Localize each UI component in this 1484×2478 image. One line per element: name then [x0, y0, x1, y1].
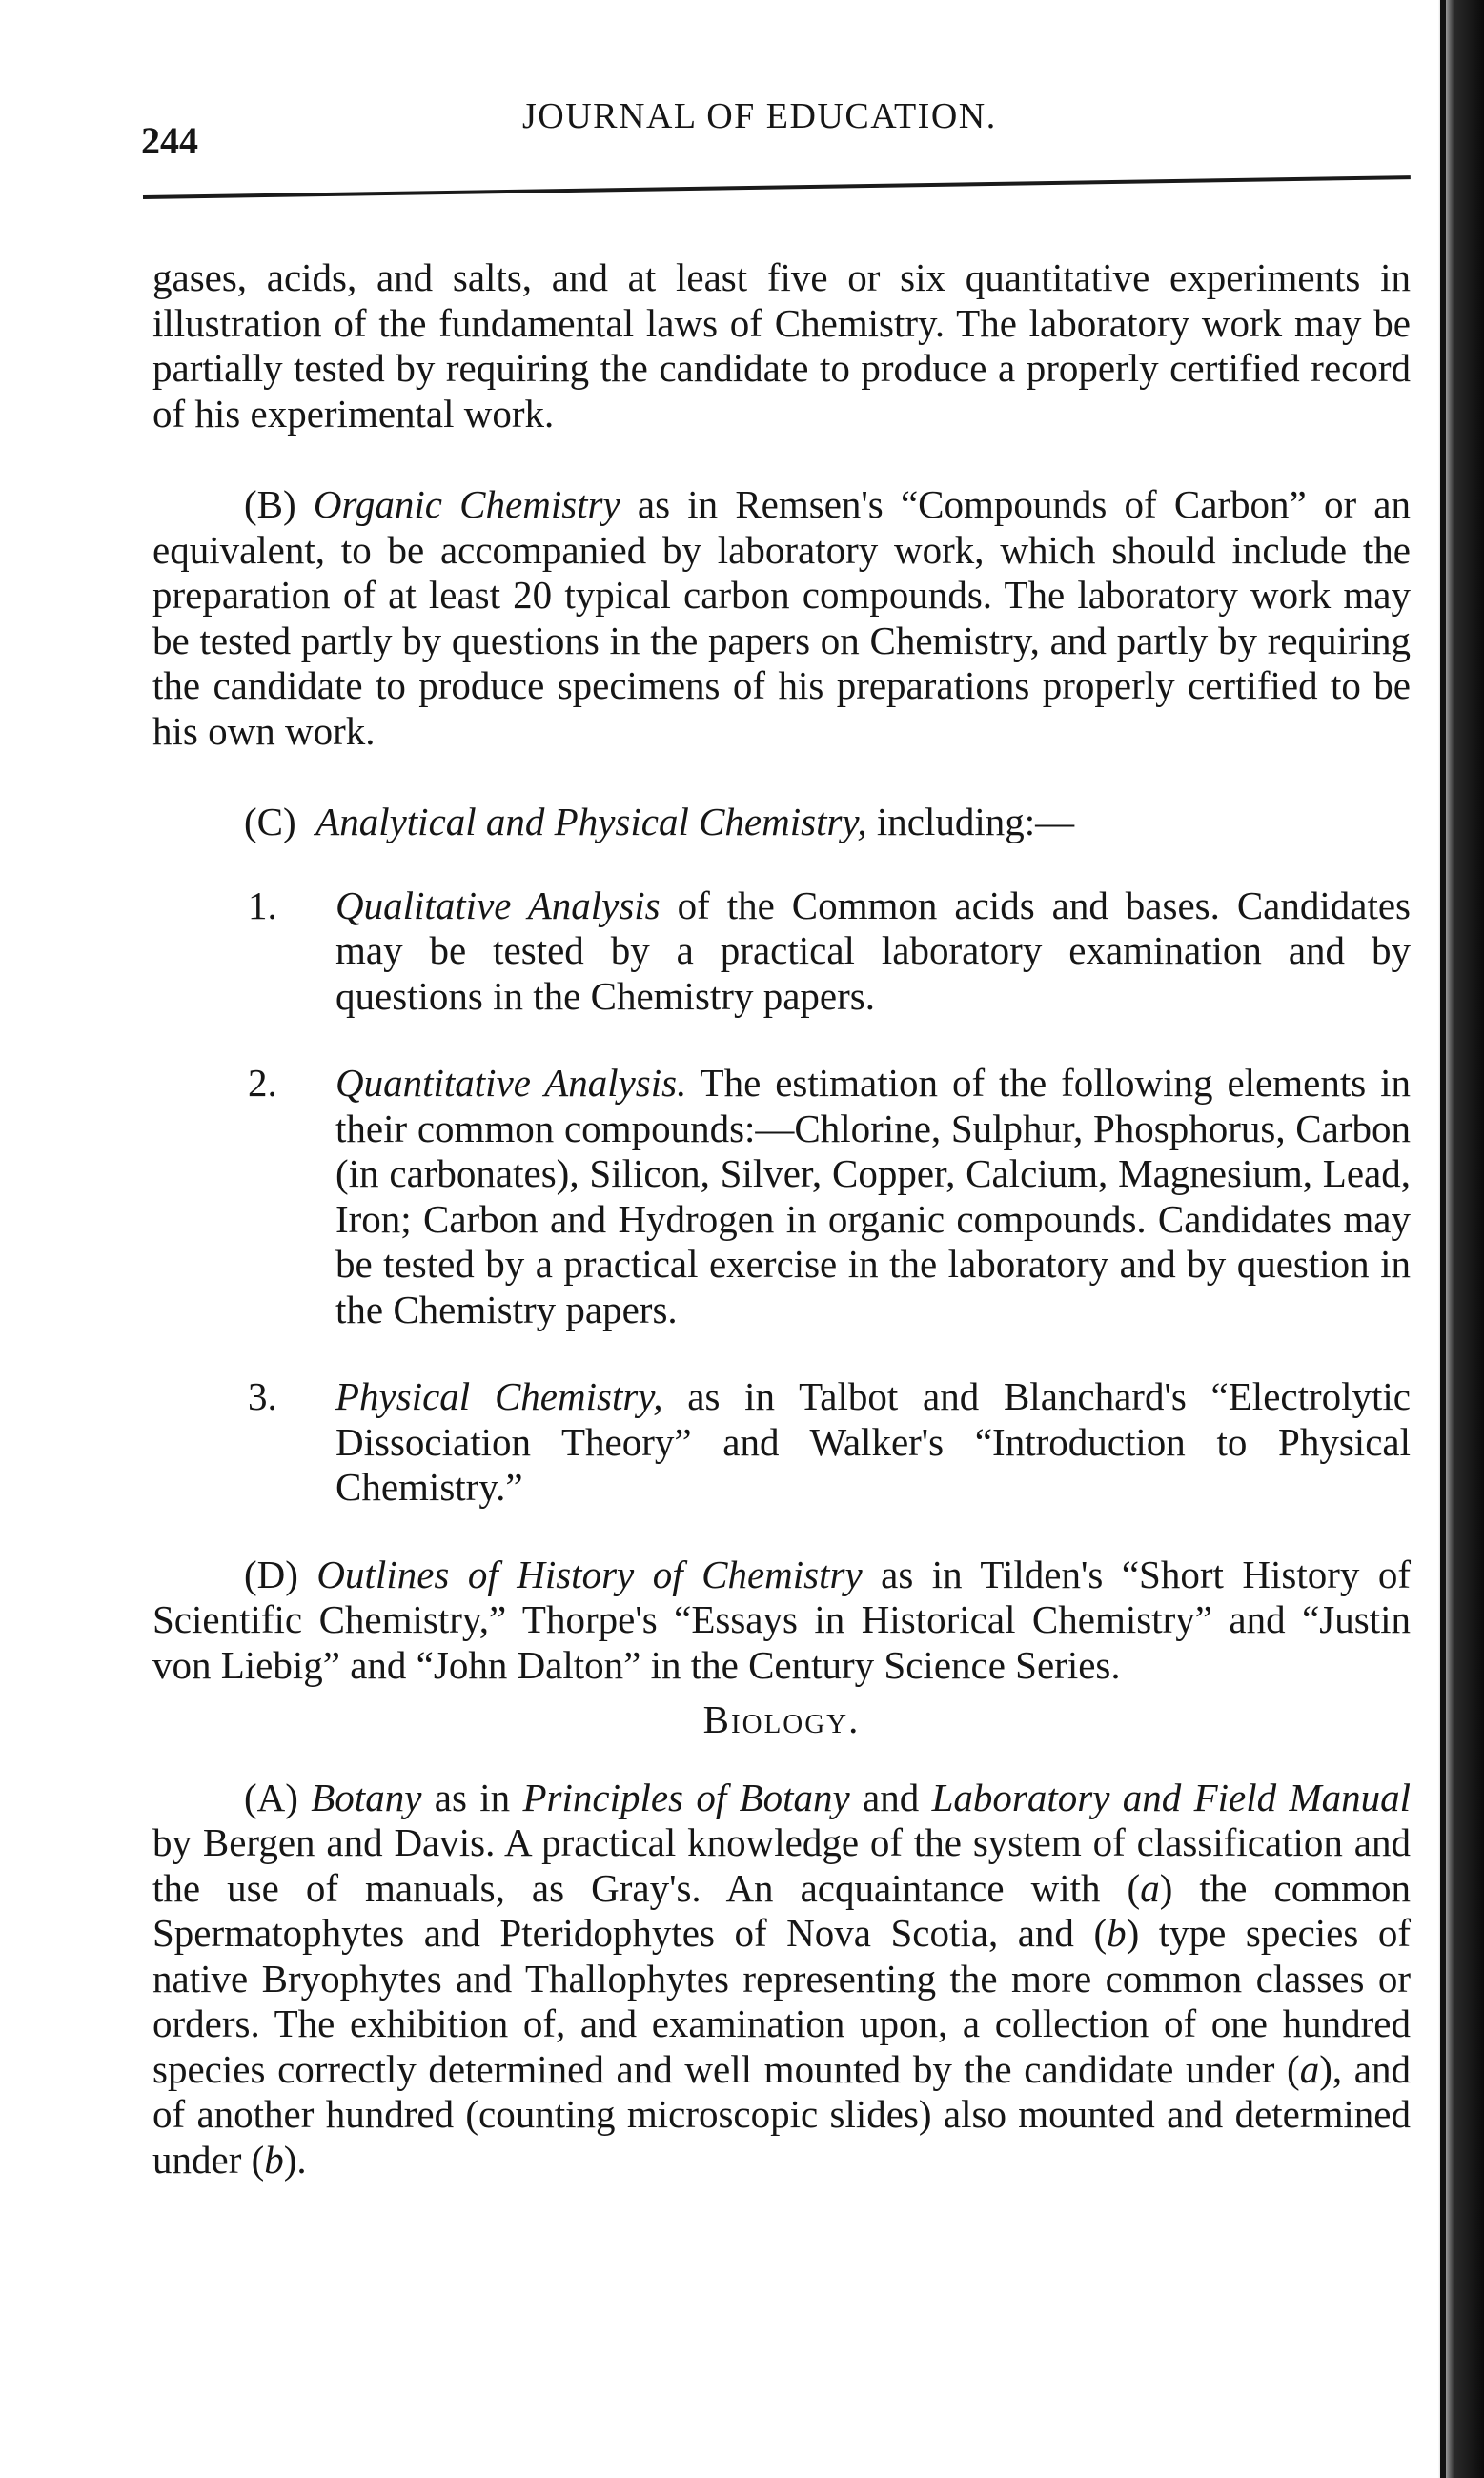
analytical-physical-text: including:—: [866, 800, 1075, 843]
section-label-b: (B): [244, 482, 296, 526]
history-chemistry-text: as in Tilden's “Short History of Scientific Chemistry,” Thorpe's “Essays in Historical Chemistry” and “Justin von Liebig” and “John Dalton” in the Century Science Series.: [152, 1552, 1411, 1687]
title-analytical-physical: Analytical and Physical Chemistry,: [315, 800, 867, 843]
item-title: Physical Chemistry,: [335, 1374, 663, 1418]
title-principles-of-botany: Principles of Botany: [522, 1775, 850, 1819]
item-text: [324, 1061, 1411, 1332]
botany-text-6: ), and of another hundred (counting microscopic slides) also mounted and determined under (: [152, 2046, 1411, 2182]
list-item-qualitative: [152, 884, 1411, 1020]
letter-b: b: [1107, 1911, 1127, 1955]
header-rule: [143, 175, 1411, 199]
item-number: 3.: [248, 1374, 277, 1418]
botany-text-1: as in: [421, 1775, 523, 1819]
list-item-physical: [152, 1374, 1411, 1511]
title-botany: Botany: [311, 1775, 422, 1819]
item-body: as in Talbot and Blanchard's “Electrolytic Dissociation Theory” and Walker's “Introduction to Physical Chemistry.”: [335, 1374, 1411, 1509]
letter-b-2: b: [264, 2137, 284, 2182]
section-heading-biology: Biology.: [702, 1697, 861, 1741]
organic-chemistry-text: as in Remsen's “Compounds of Carbon” or an equivalent, to be accompanied by laboratory work, which should include the preparation of at least 20 typical carbon compounds. The laboratory work may be tested partly by questions in the papers on Chemistry, and partly by requiring the candidate to produce specimens of his preparations properly certified to be his own work.: [152, 482, 1411, 753]
botany-text-3: by Bergen and Davis. A practical knowledge of the system of classification and the use of manuals, as Gray's. An acquaintance with (: [152, 1820, 1411, 1910]
page-header: [141, 88, 1390, 162]
section-label-c: (C): [244, 800, 296, 843]
botany-text-5: ) type species of native Bryophytes and Thallophytes representing the more common classes or orders. The exhibition of, and examination upon, a collection of one hundred species correctly determined and well mounted by the candidate under (: [152, 1911, 1411, 2091]
page-number: 244: [141, 119, 198, 162]
paragraph-continued: gases, acids, and salts, and at least five or six quantitative experiments in illustration of the fundamental laws of Chemistry. The laboratory work may be partially tested by requiring the candidate to produce a properly certified record of his experimental work.: [152, 255, 1411, 436]
botany-text-end: ).: [283, 2137, 307, 2182]
item-body: The estimation of the following elements in their common compounds:—Chlorine, Sulphur, Phosphorus, Carbon (in carbonates), Silicon, Silver, Copper, Calcium, Magnesium, Lead, Iron; Carbon and Hydrogen in organic compounds. Candidates may be tested by a practical exercise in the laboratory and by question in the Chemistry papers.: [335, 1061, 1411, 1331]
paragraph-botany: [152, 1776, 1411, 2183]
botany-text-2: and: [849, 1775, 932, 1819]
running-head: JOURNAL OF EDUCATION.: [522, 96, 997, 136]
item-title: Qualitative Analysis: [335, 883, 661, 927]
item-number: 1.: [248, 883, 277, 927]
paragraph-history-chemistry: [152, 1553, 1411, 1689]
page-body: [152, 255, 1411, 2228]
letter-a-2: a: [1299, 2046, 1320, 2091]
list-item-quantitative: [152, 1061, 1411, 1332]
section-label-a: (A): [244, 1775, 298, 1819]
item-text: [324, 884, 1411, 1020]
heading-analytical-physical: [244, 800, 1411, 845]
book-spine-edge: [1440, 0, 1446, 2478]
title-laboratory-field-manual: Laboratory and Field Manual: [931, 1775, 1412, 1819]
item-text: [324, 1374, 1411, 1511]
item-number: 2.: [248, 1061, 277, 1105]
title-organic-chemistry: Organic Chemistry: [313, 482, 620, 526]
section-label-d: (D): [244, 1552, 298, 1596]
item-title: Quantitative Analysis.: [335, 1061, 687, 1105]
title-history-chemistry: Outlines of History of Chemistry: [316, 1552, 863, 1596]
paragraph-organic-chemistry: [152, 482, 1411, 754]
item-body: of the Common acids and bases. Candidates may be tested by a practical laboratory examination and by questions in the Chemistry papers.: [335, 883, 1412, 1018]
botany-text-4: ) the common Spermatophytes and Pteridophytes of Nova Scotia, and (: [152, 1865, 1411, 1955]
letter-a: a: [1140, 1865, 1160, 1910]
